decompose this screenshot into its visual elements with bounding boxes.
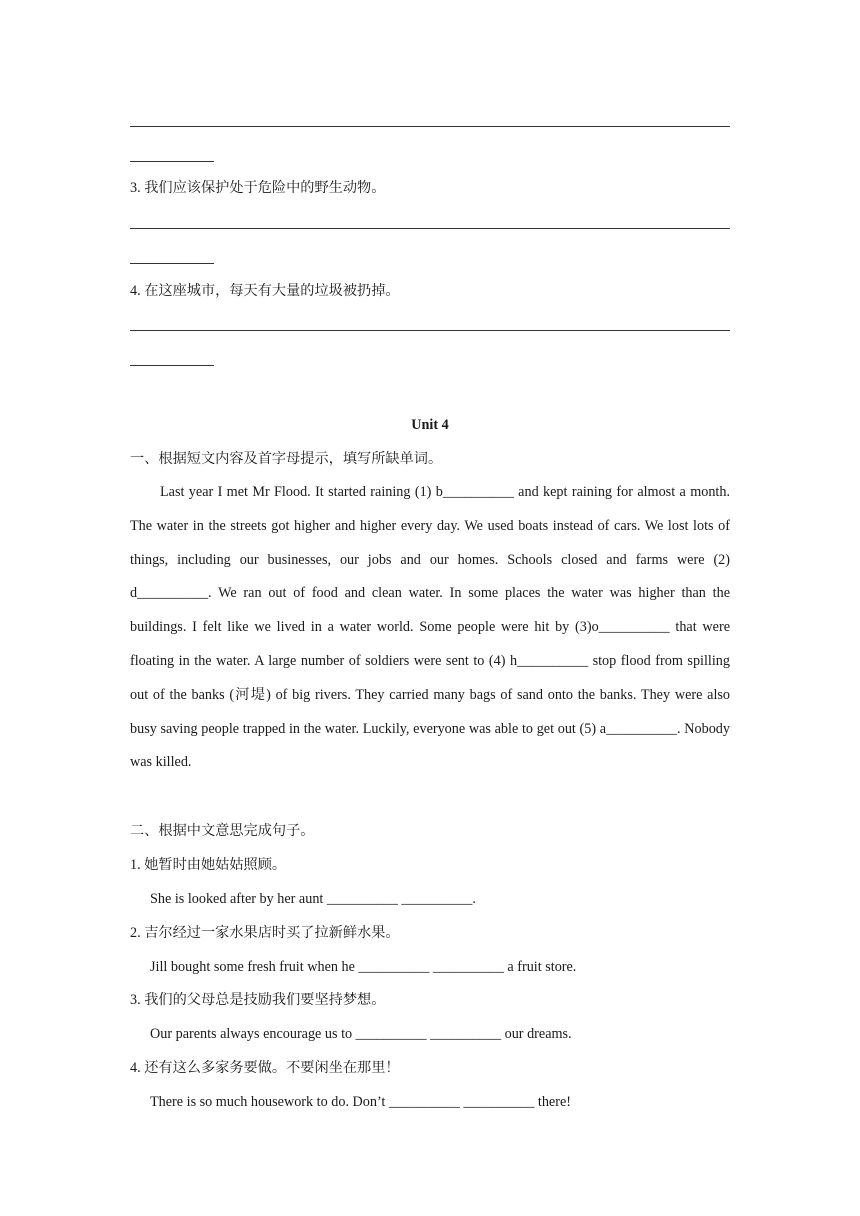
answer-line — [130, 228, 730, 229]
item-3-chinese: 3. 我们的父母总是技励我们要坚持梦想。 — [130, 992, 386, 1008]
answer-line — [130, 330, 730, 331]
item-3-english: Our parents always encourage us to __________ __________ our dreams. — [150, 1026, 572, 1042]
item-1-english: She is looked after by her aunt __________ __________. — [150, 891, 476, 907]
part-1-heading: 一、根据短文内容及首字母提示，填写所缺单词。 — [130, 451, 443, 467]
question-3-prompt: 3. 我们应该保护处于危险中的野生动物。 — [130, 180, 386, 196]
unit-title: Unit 4 — [411, 417, 449, 433]
answer-line-short — [130, 365, 214, 366]
item-4-chinese: 4. 还有这么多家务要做。不要闲坐在那里！ — [130, 1060, 400, 1076]
answer-line-short — [130, 161, 214, 162]
item-1-chinese: 1. 她暂时由她姑姑照顾。 — [130, 857, 287, 873]
answer-line — [130, 126, 730, 127]
answer-line-short — [130, 263, 214, 264]
question-4-prompt: 4. 在这座城市，每天有大量的垃圾被扔掉。 — [130, 283, 400, 299]
item-2-english: Jill bought some fresh fruit when he __________ __________ a fruit store. — [150, 959, 577, 975]
item-4-english: There is so much housework to do. Don’t __________ __________ there! — [150, 1094, 571, 1110]
item-2-chinese: 2. 吉尔经过一家水果店时买了拉新鲜水果。 — [130, 925, 400, 941]
passage: Last year I met Mr Flood. It started raining (1) b__________ and kept raining for almost a month. The water in the streets got higher and higher every day. We used boats instead of cars. We lost lots of things, including our businesses, our jobs and our homes. Schools closed and farms were (2) d__________. We ran out of food and clean water. In some places the water was higher than the buildings. I felt like we lived in a water world. Some people were hit by (3)o__________ that were floating in the water. A large number of soldiers were sent to (4) h__________ stop flood from spilling out of the banks (河堤) of big rivers. They carried many bags of sand onto the banks. They were also busy saving people trapped in the water. Luckily, everyone was able to get out (5) a__________. Nobody was killed. — [130, 484, 730, 771]
part-2-heading: 二、根据中文意思完成句子。 — [130, 823, 315, 839]
